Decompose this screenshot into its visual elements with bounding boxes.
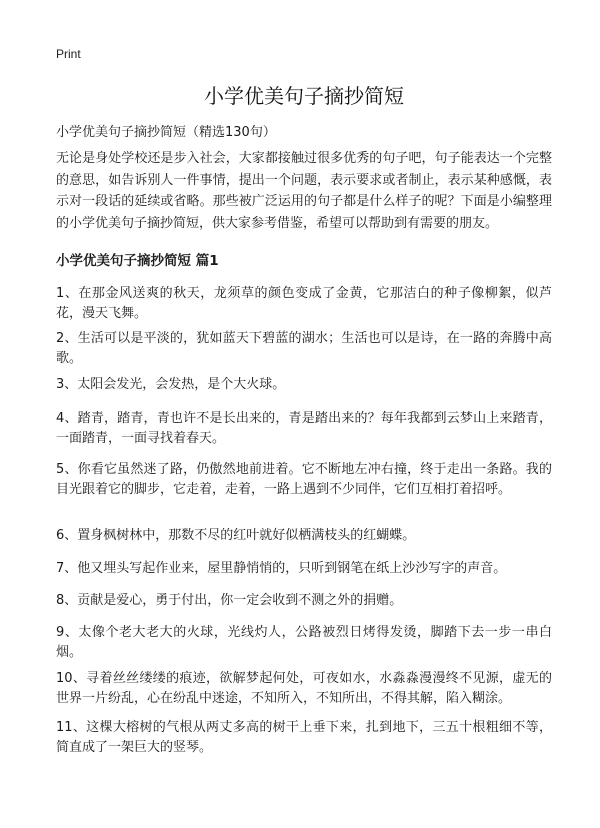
intro-paragraph: 无论是身处学校还是步入社会，大家都接触过很多优秀的句子吧，句子能表达一个完整的意思，如告诉别人一件事情，提出一个问题，表示要求或者制止，表示某种感慨，表示对一段话的延续或省略。那些被广泛运用的句子都是什么样子的呢？下面是小编整理的小学优美句子摘抄简短，供大家参考借鉴，希望可以帮助到有需要的朋友。 [56,151,552,231]
sentence-item: 3、太阳会发光，会发热，是个大火球。 [56,377,286,392]
sentence-item: 6、置身枫树林中，那数不尽的红叶就好似栖满枝头的红蝴蝶。 [56,528,416,543]
page-title: 小学优美句子摘抄简短 [204,84,404,108]
sentence-item: 1、在那金风送爽的秋天，龙须草的颜色变成了金黄，它那洁白的种子像柳絮，似芦花，漫天飞舞。 [56,286,552,321]
section-heading: 小学优美句子摘抄简短 篇1 [56,253,219,269]
sentence-item: 7、他又埋头写起作业来，屋里静悄悄的，只听到钢笔在纸上沙沙写字的声音。 [56,561,507,576]
sentence-item: 10、寻着丝丝缕缕的痕迹，欲解梦起何处，可夜如水，水淼淼漫漫终不见源，虚无的世界一片纷乱，心在纷乱中迷途，不知所入，不知所出，不得其解，陷入糊涂。 [56,671,552,706]
sentence-item: 2、生活可以是平淡的，犹如蓝天下碧蓝的湖水；生活也可以是诗，在一路的奔腾中高歌。 [56,331,552,366]
subtitle: 小学优美句子摘抄简短（精选130句） [56,125,276,140]
sentence-item: 8、贡献是爱心，勇于付出，你一定会收到不测之外的捐赠。 [56,593,403,608]
print-link[interactable]: Print [56,47,81,61]
sentence-item: 5、你看它虽然迷了路，仍傲然地前进着。它不断地左冲右撞，终于走出一条路。我的目光跟着它的脚步，它走着，走着，一路上遇到不少同伴，它们互相打着招呼。 [56,462,552,497]
sentence-item: 9、太像个老大老大的火球，光线灼人，公路被烈日烤得发烫，脚踏下去一步一串白烟。 [56,625,552,660]
sentence-item: 11、这棵大榕树的气根从两丈多高的树干上垂下来，扎到地下，三五十根粗细不等，简直成了一架巨大的竖琴。 [56,720,552,755]
sentence-item: 4、踏青，踏青，青也许不是长出来的，青是踏出来的？每年我都到云梦山上来踏青，一面踏青，一面寻找着春天。 [56,411,552,446]
